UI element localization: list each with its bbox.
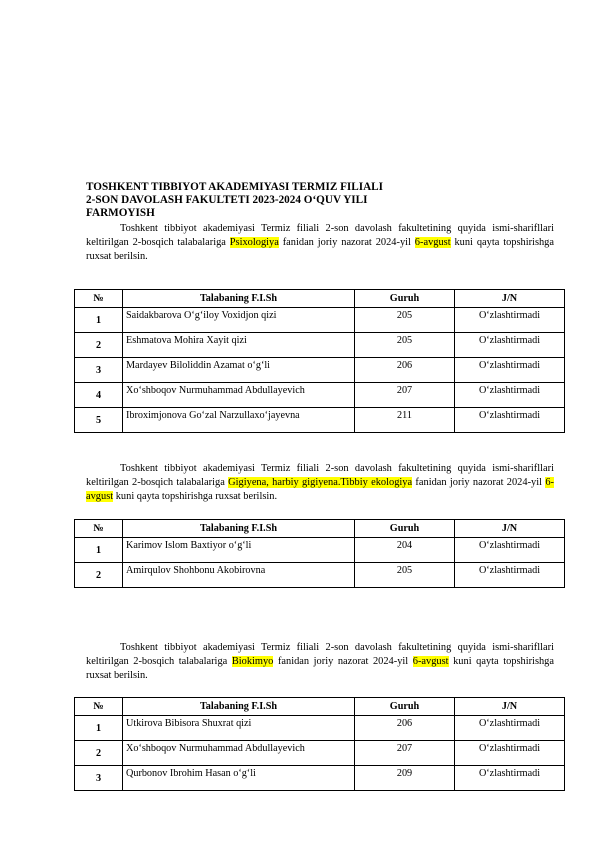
- row-group: 209: [355, 766, 455, 791]
- table-row: [75, 308, 565, 333]
- col-num-header: №: [75, 520, 123, 538]
- col-name-header: Talabaning F.I.Sh: [123, 290, 355, 308]
- section-3-intro: Toshkent tibbiyot akademiyasi Termiz filiali 2-son davolash fakultetining quyida ismi-sharifllari keltirilgan 2-bosqich talabalariga Biokimyo fanidan joriy nazorat 2024-yil 6-avgust kuni qayta topshirishga ruxsat berilsin.: [86, 642, 554, 682]
- row-status: O‘zlashtirmadi: [455, 383, 565, 408]
- row-status: O‘zlashtirmadi: [455, 766, 565, 791]
- date-highlight: 6-avgust: [412, 656, 449, 668]
- col-num-header: №: [75, 698, 123, 716]
- row-status: O‘zlashtirmadi: [455, 308, 565, 333]
- row-student-name: Ibroximjonova Go‘zal Narzullaxo‘jayevna: [123, 408, 355, 433]
- table-row: [75, 383, 565, 408]
- table-header-row: [75, 520, 565, 538]
- row-group: 206: [355, 716, 455, 741]
- table-header-row: [75, 698, 565, 716]
- row-group: 205: [355, 563, 455, 588]
- col-num-header: №: [75, 290, 123, 308]
- row-num: 5: [75, 408, 123, 433]
- row-student-name: Amirqulov Shohbonu Akobirovna: [123, 563, 355, 588]
- header-line-3: FARMOYISH: [86, 207, 155, 219]
- row-status: O‘zlashtirmadi: [455, 716, 565, 741]
- row-num: 2: [75, 741, 123, 766]
- row-num: 3: [75, 358, 123, 383]
- row-student-name: Eshmatova Mohira Xayit qizi: [123, 333, 355, 358]
- table-row: [75, 358, 565, 383]
- header-line-2: 2-SON DAVOLASH FAKULTETI 2023-2024 O‘QUV YILI: [86, 194, 368, 206]
- col-status-header: J/N: [455, 290, 565, 308]
- row-num: 4: [75, 383, 123, 408]
- row-student-name: Mardayev Biloliddin Azamat o‘g‘li: [123, 358, 355, 383]
- section-1-table: [74, 289, 565, 433]
- document-header: [86, 181, 383, 220]
- row-status: O‘zlashtirmadi: [455, 538, 565, 563]
- row-num: 1: [75, 308, 123, 333]
- col-name-header: Talabaning F.I.Sh: [123, 698, 355, 716]
- col-group-header: Guruh: [355, 290, 455, 308]
- section-1-intro: Toshkent tibbiyot akademiyasi Termiz filiali 2-son davolash fakultetining quyida ismi-sharifllari keltirilgan 2-bosqich talabalariga Psixologiya fanidan joriy nazorat 2024-yil 6-avgust kuni qayta topshirishga ruxsat berilsin.: [86, 223, 554, 263]
- subject-highlight: Gigiyena, harbiy gigiyena.Tibbiy ekologiya: [228, 477, 413, 489]
- col-group-header: Guruh: [355, 520, 455, 538]
- row-num: 1: [75, 538, 123, 563]
- col-status-header: J/N: [455, 520, 565, 538]
- table-row: [75, 766, 565, 791]
- col-group-header: Guruh: [355, 698, 455, 716]
- date-highlight: 6-avgust: [86, 477, 554, 503]
- date-highlight: 6-avgust: [414, 237, 451, 249]
- row-student-name: Saidakbarova O‘g‘iloy Voxidjon qizi: [123, 308, 355, 333]
- subject-highlight: Psixologiya: [229, 237, 279, 249]
- row-status: O‘zlashtirmadi: [455, 741, 565, 766]
- row-student-name: Qurbonov Ibrohim Hasan o‘g‘li: [123, 766, 355, 791]
- table-row: [75, 741, 565, 766]
- row-num: 2: [75, 563, 123, 588]
- col-name-header: Talabaning F.I.Sh: [123, 520, 355, 538]
- col-status-header: J/N: [455, 698, 565, 716]
- row-group: 205: [355, 308, 455, 333]
- row-status: O‘zlashtirmadi: [455, 333, 565, 358]
- row-group: 205: [355, 333, 455, 358]
- row-group: 206: [355, 358, 455, 383]
- row-student-name: Karimov Islom Baxtiyor o‘g‘li: [123, 538, 355, 563]
- table-row: [75, 563, 565, 588]
- row-student-name: Xo‘shboqov Nurmuhammad Abdullayevich: [123, 383, 355, 408]
- row-status: O‘zlashtirmadi: [455, 408, 565, 433]
- table-header-row: [75, 290, 565, 308]
- row-num: 3: [75, 766, 123, 791]
- row-student-name: Xo‘shboqov Nurmuhammad Abdullayevich: [123, 741, 355, 766]
- section-2-table: [74, 519, 565, 588]
- row-status: O‘zlashtirmadi: [455, 358, 565, 383]
- row-num: 2: [75, 333, 123, 358]
- row-student-name: Utkirova Bibisora Shuxrat qizi: [123, 716, 355, 741]
- table-row: [75, 333, 565, 358]
- section-2-intro: Toshkent tibbiyot akademiyasi Termiz filiali 2-son davolash fakultetining quyida ismi-sharifllari keltirilgan 2-bosqich talabalariga Gigiyena, harbiy gigiyena.Tibbiy ekologiya fanidan joriy nazorat 2024-yil 6-avgust kuni qayta topshirishga ruxsat berilsin.: [86, 463, 554, 503]
- table-row: [75, 716, 565, 741]
- table-row: [75, 408, 565, 433]
- row-num: 1: [75, 716, 123, 741]
- row-group: 207: [355, 741, 455, 766]
- subject-highlight: Biokimyo: [231, 656, 274, 668]
- row-group: 207: [355, 383, 455, 408]
- table-row: [75, 538, 565, 563]
- section-3-table: [74, 697, 565, 791]
- header-line-1: TOSHKENT TIBBIYOT AKADEMIYASI TERMIZ FILIALI: [86, 181, 383, 193]
- row-group: 211: [355, 408, 455, 433]
- row-group: 204: [355, 538, 455, 563]
- row-status: O‘zlashtirmadi: [455, 563, 565, 588]
